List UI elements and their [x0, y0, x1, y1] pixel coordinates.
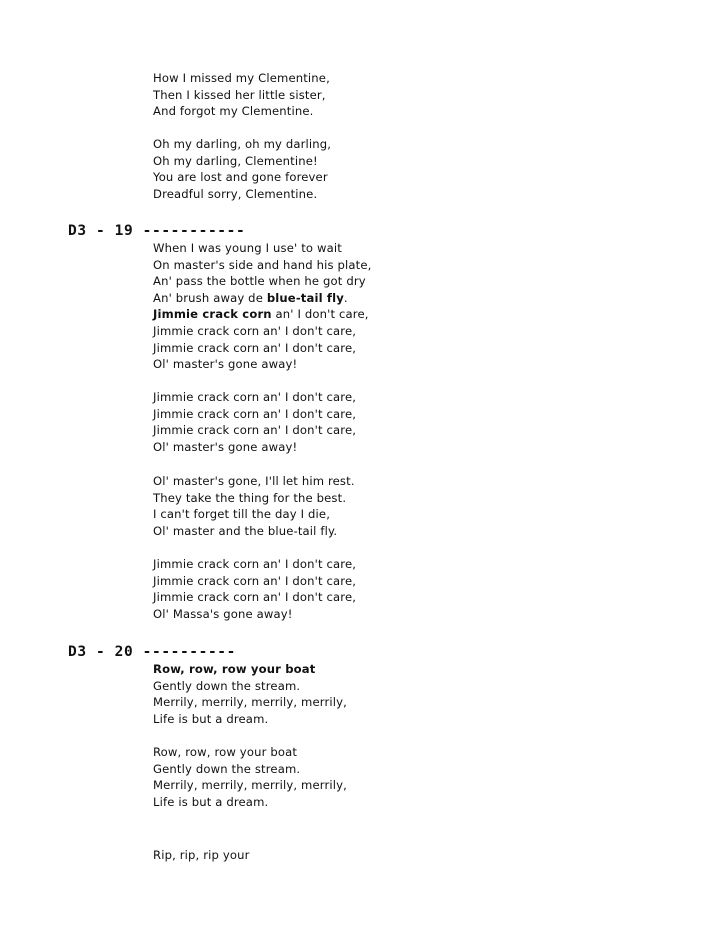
section-heading-d3-19 [68, 222, 245, 240]
lyric-line: Dreadful sorry, Clementine. [153, 186, 318, 201]
lyric-line: Ol' master's gone away! [153, 357, 298, 372]
lyric-line [153, 306, 371, 323]
lyric-line: Oh my darling, oh my darling, [153, 137, 332, 151]
lyric-line: Jimmie crack corn an' I don't care, [153, 390, 357, 404]
lyric-line: Ol' master and the blue-tail fly. [153, 523, 338, 538]
lyric-line: Ol' master's gone away! [153, 439, 298, 454]
lyric-line: Jimmie crack corn an' I don't care, [153, 406, 357, 421]
lyric-text: an' I don't care, [271, 307, 369, 322]
row-your-boat-verse-1 [153, 661, 347, 727]
blue-tail-fly-verse-1 [153, 240, 371, 373]
lyric-line: Life is but a dream. [153, 794, 269, 809]
section-heading-d3-20 [68, 643, 236, 661]
lyric-line [153, 661, 347, 678]
section-dashes: ----------- [142, 223, 246, 239]
lyric-line: Ol' Massa's gone away! [153, 606, 293, 621]
lyric-line: You are lost and gone forever [153, 170, 328, 185]
lyric-line: Ol' master's gone, I'll let him rest. [153, 474, 355, 488]
row-your-boat-verse-3 [153, 847, 250, 864]
lyric-line: Jimmie crack corn an' I don't care, [153, 323, 357, 338]
lyric-line: Then I kissed her little sister, [153, 87, 326, 102]
lyric-line: Gently down the stream. [153, 761, 301, 776]
lyric-line: They take the thing for the best. [153, 490, 347, 505]
blue-tail-fly-verse-2 [153, 389, 356, 455]
section-label: D3 - 20 [68, 644, 134, 660]
lyric-line: On master's side and hand his plate, [153, 257, 372, 272]
lyric-line: Row, row, row your boat [153, 745, 298, 759]
lyric-line: Rip, rip, rip your [153, 848, 250, 862]
lyric-line [153, 290, 371, 307]
lyric-line: Jimmie crack corn an' I don't care, [153, 423, 357, 438]
lyric-line: An' pass the bottle when he got dry [153, 274, 366, 289]
lyric-bold-text: blue-tail fly [266, 290, 344, 305]
lyric-line: Jimmie crack corn an' I don't care, [153, 557, 357, 571]
lyric-text: An' brush away de [153, 290, 267, 305]
section-label: D3 - 19 [68, 223, 134, 239]
clementine-chorus [153, 136, 331, 202]
lyric-text: . [343, 290, 348, 305]
lyric-line: And forgot my Clementine. [153, 104, 314, 119]
clementine-verse-1 [153, 70, 330, 120]
blue-tail-fly-verse-4 [153, 556, 356, 622]
lyric-line: Jimmie crack corn an' I don't care, [153, 573, 357, 588]
lyric-line: Jimmie crack corn an' I don't care, [153, 340, 357, 355]
lyric-line: Gently down the stream. [153, 678, 301, 693]
lyric-bold-text: Jimmie crack corn [153, 307, 272, 322]
lyric-bold-text: Row, row, row your boat [153, 662, 316, 676]
lyric-line: Oh my darling, Clementine! [153, 153, 318, 168]
lyric-line: Jimmie crack corn an' I don't care, [153, 590, 357, 605]
lyric-line: Merrily, merrily, merrily, merrily, [153, 695, 347, 710]
lyric-line: I can't forget till the day I die, [153, 507, 331, 522]
row-your-boat-verse-2 [153, 744, 347, 810]
blue-tail-fly-verse-3 [153, 473, 355, 539]
section-dashes: ---------- [142, 644, 236, 660]
lyric-line: Merrily, merrily, merrily, merrily, [153, 778, 347, 793]
lyric-line: Life is but a dream. [153, 711, 269, 726]
lyric-line: How I missed my Clementine, [153, 71, 330, 85]
lyric-line: When I was young I use' to wait [153, 241, 342, 255]
